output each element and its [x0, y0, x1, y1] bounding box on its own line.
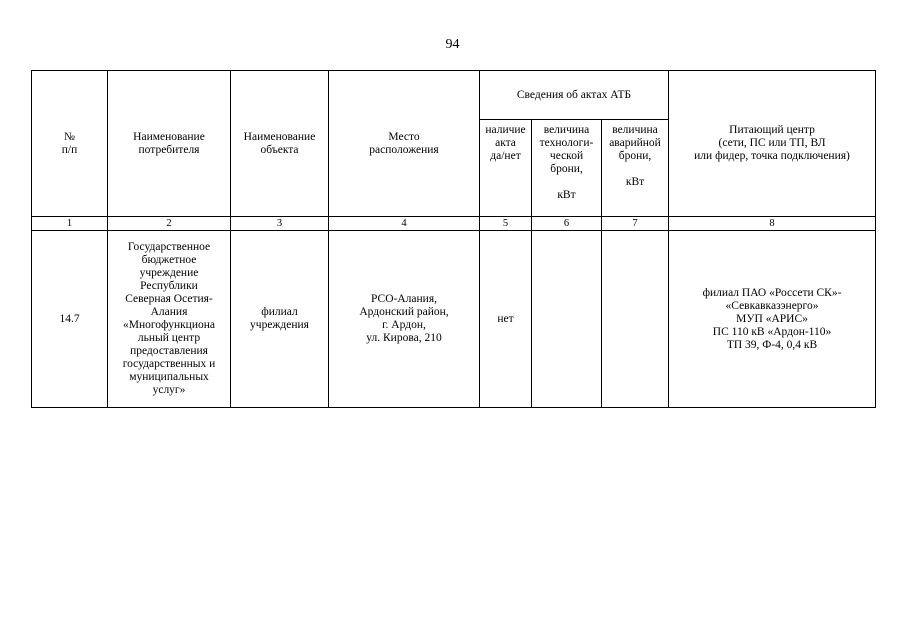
header-tech-reserve-unit: кВт	[557, 189, 576, 201]
column-number: 7	[602, 217, 669, 231]
header-location: Место расположения	[329, 71, 480, 217]
table-row	[32, 231, 876, 408]
column-number: 3	[231, 217, 329, 231]
header-consumer: Наименование потребителя	[108, 71, 231, 217]
column-number: 1	[32, 217, 108, 231]
header-row	[32, 71, 876, 120]
row-tech-reserve	[532, 231, 602, 408]
header-tech-reserve	[532, 120, 602, 217]
row-emergency-reserve	[602, 231, 669, 408]
header-tech-reserve-label: величина технологи- ческой брони,	[539, 124, 594, 175]
column-number-row	[32, 217, 876, 231]
header-act-presence: наличие акта да/нет	[480, 120, 532, 217]
column-number: 4	[329, 217, 480, 231]
header-num: № п/п	[32, 71, 108, 217]
column-number: 5	[480, 217, 532, 231]
header-emergency-reserve-label: величина аварийной брони,	[609, 124, 661, 162]
column-number: 2	[108, 217, 231, 231]
row-consumer: Государственное бюджетное учреждение Республики Северная Осетия- Алания «Многофункциона льный центр предоставления государственных и муниципальных услуг»	[108, 231, 231, 408]
row-object: филиал учреждения	[231, 231, 329, 408]
header-supply-center: Питающий центр (сети, ПС или ТП, ВЛ или фидер, точка подключения)	[669, 71, 876, 217]
column-number: 6	[532, 217, 602, 231]
row-act: нет	[480, 231, 532, 408]
header-atb-group: Сведения об актах АТБ	[480, 71, 669, 120]
row-location: РСО-Алания, Ардонский район, г. Ардон, ул. Кирова, 210	[329, 231, 480, 408]
row-num: 14.7	[32, 231, 108, 408]
header-emergency-reserve-unit: кВт	[625, 176, 645, 188]
column-number: 8	[669, 217, 876, 231]
page-number: 94	[445, 37, 460, 52]
header-object: Наименование объекта	[231, 71, 329, 217]
consumers-table	[31, 70, 876, 408]
header-emergency-reserve	[602, 120, 669, 217]
row-supply-center: филиал ПАО «Россети СК»- «Севкавказэнерго» МУП «АРИС» ПС 110 кВ «Ардон-110» ТП 39, Ф-4, 0,4 кВ	[669, 231, 876, 408]
